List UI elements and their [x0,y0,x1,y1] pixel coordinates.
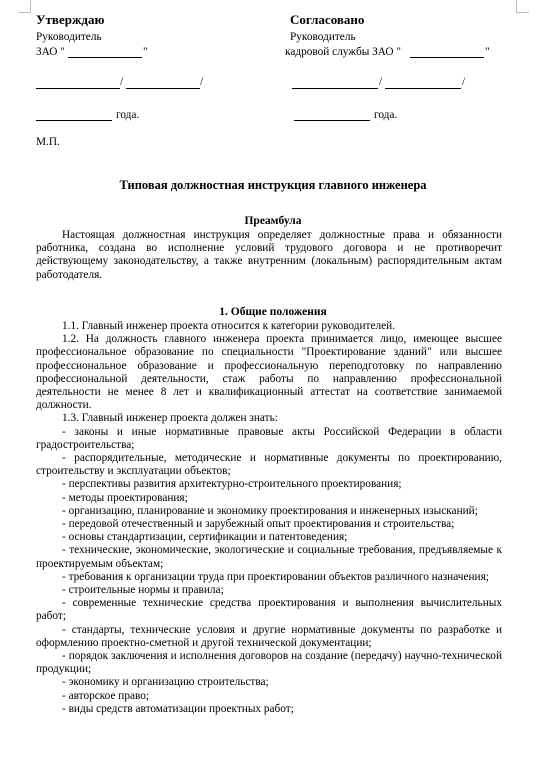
agree-title: Согласовано [290,12,365,27]
slash-separator: / [120,76,124,88]
list-item: - порядок заключения и исполнения договоров на создание (передачу) научно-технической продукции; [36,650,502,676]
list-item: - перспективы развития архитектурно-строительного проектирования; [62,478,402,491]
list-item: - экономику и организацию строительства; [62,676,269,689]
approve-title: Утверждаю [36,12,105,27]
list-item: - распорядительные, методические и нормативные документы по проектированию, строительству и эксплуатации объектов; [36,452,502,478]
date-line [36,120,112,121]
requirements-list [36,426,502,716]
list-item: - авторское право; [62,689,150,702]
list-item: - организацию, планирование и экономику проектирования и инженерных изысканий; [62,504,478,517]
slash-separator: / [379,76,383,88]
list-item: - современные технические средства проектирования и выполнения вычислительных работ; [36,597,502,623]
approve-role: Руководитель [36,31,102,43]
signature-line [36,88,120,89]
list-item: - методы проектирования; [62,491,188,504]
list-item: - стандарты, технические условия и другие нормативные документы по разработке и оформлению проектно-сметной и другой технической документации; [36,623,502,649]
document-title: Типовая должностная инструкция главного инженера [119,178,427,192]
agree-company: кадровой службы ЗАО " [285,46,401,58]
agree-year: года. [374,109,398,121]
list-item: - законы и иные нормативные правовые акты Российской Федерации в области градостроительства; [36,425,502,451]
clause-1-1: 1.1. Главный инженер проекта относится к категории руководителей. [62,320,395,332]
signature-line [292,88,378,89]
company-blank-line [68,57,142,58]
clause-1-2: 1.2. На должность главного инженера проекта принимается лицо, имеющее высшее профессиональное образование по специальности "Проектирование зданий" или высшее профессиональное образование и профессиональную переподготовку по направлению профессиональной деятельности, стаж работы по направлению профессиональной деятельности не менее 8 лет и квалификационный аттестат на соответствие занимаемой должности. [36,333,502,412]
company-blank-line [410,57,484,58]
stamp-label: М.П. [36,136,60,148]
date-line [294,120,370,121]
preamble-heading: Преамбула [244,215,302,227]
list-item: - основы стандартизации, сертификации и патентоведения; [62,531,348,544]
agree-role: Руководитель [290,31,356,43]
page-corner-mark [18,0,31,13]
name-line [126,88,200,89]
list-item: - требования к организации труда при проектировании объектов различного назначения; [62,570,489,583]
list-item: - передовой отечественный и зарубежный опыт проектирования и строительства; [62,518,455,531]
approve-year: года. [116,109,140,121]
preamble-body [36,229,502,282]
clause-1-3: 1.3. Главный инженер проекта должен знать: [62,412,278,425]
slash-separator: / [462,76,466,88]
preamble-text: Настоящая должностная инструкция определяет должностные права и обязанности работника, создана во исполнение условий трудового договора и не противоречит действующему законодательству, а также внутренним (локальным) распорядительным актам работодателя. [36,229,502,281]
section-body [36,320,502,716]
name-line [385,88,461,89]
section-heading: 1. Общие положения [219,306,327,318]
agree-company-end: " [485,46,490,58]
list-item: - строительные нормы и правила; [62,584,224,597]
list-item: - технические, экономические, экологические и социальные требования, предъявляемые к проектируемым объектам; [36,544,502,570]
approve-company-end: " [143,46,148,58]
page-corner-mark [516,0,529,13]
slash-separator: / [200,76,204,88]
approve-company: ЗАО " [36,46,65,58]
list-item: - виды средств автоматизации проектных работ; [62,702,294,715]
